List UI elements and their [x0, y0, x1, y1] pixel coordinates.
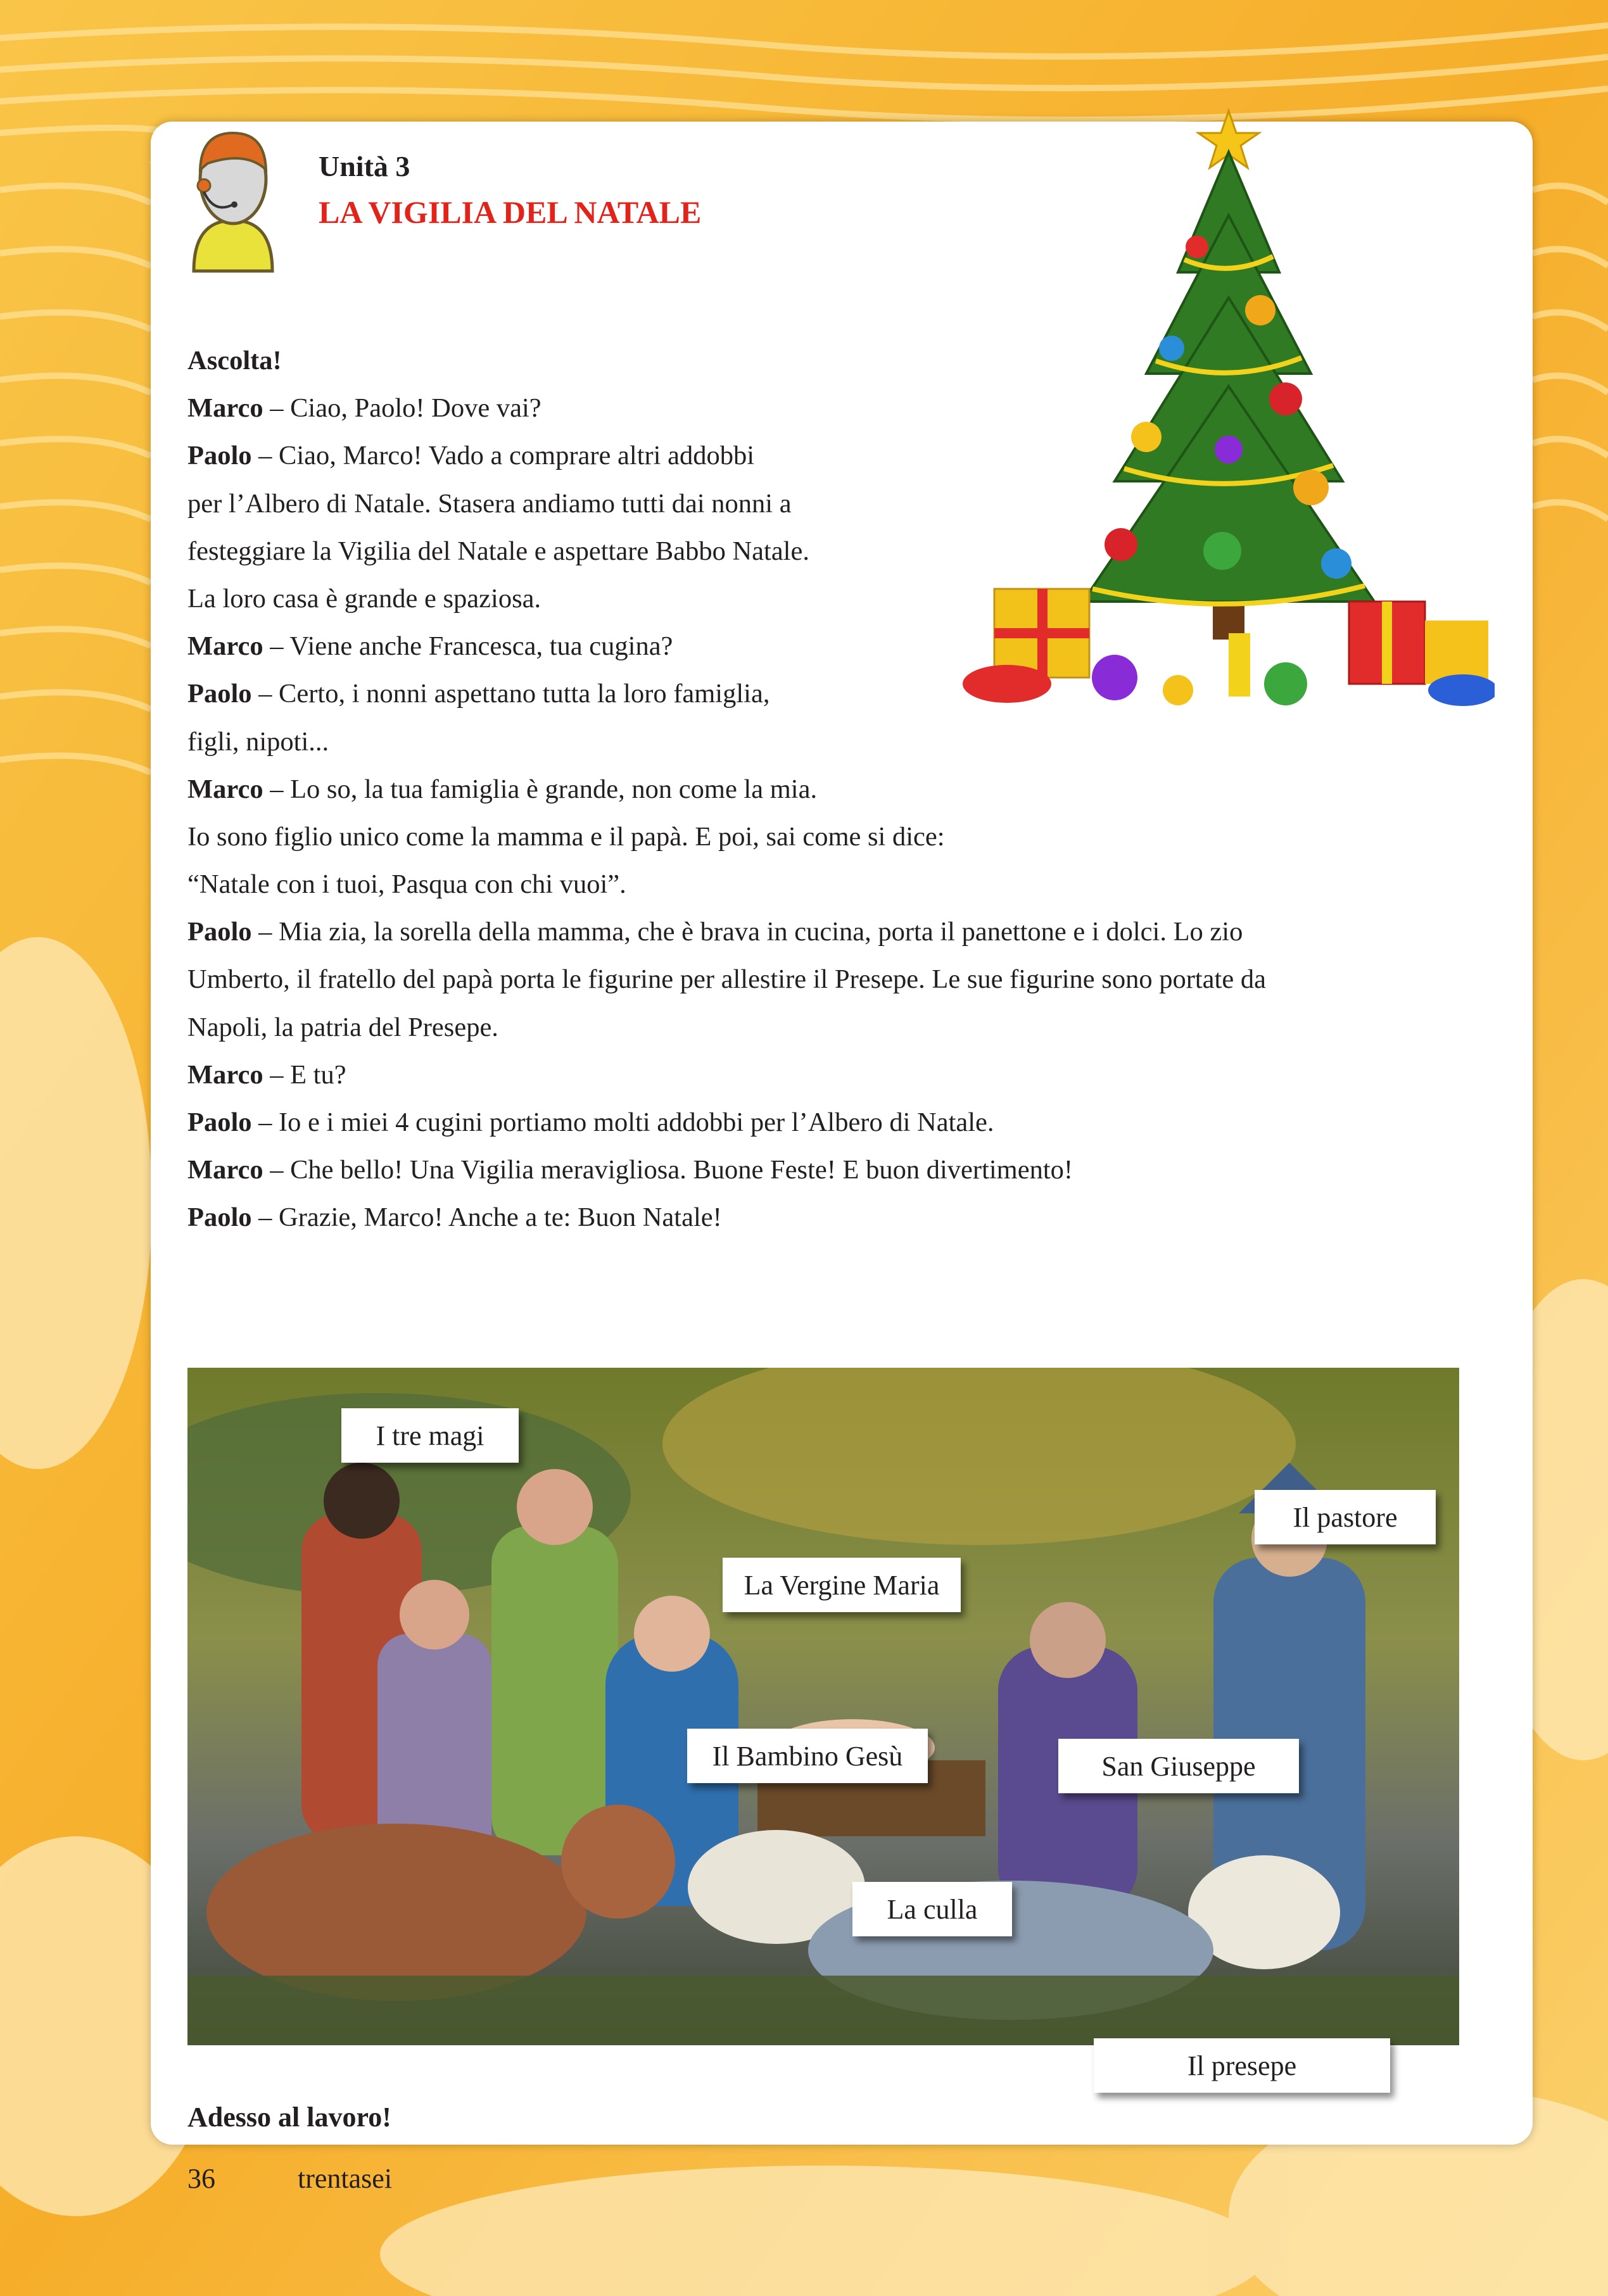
page-number: 36 — [187, 2163, 215, 2194]
speaker-name: Marco — [187, 774, 263, 804]
label-bambino-gesu: Il Bambino Gesù — [687, 1729, 928, 1783]
dialogue-text: “Natale con i tuoi, Pasqua con chi vuoi”. — [187, 869, 626, 900]
dialogue-text: La loro casa è grande e spaziosa. — [187, 583, 541, 614]
dialogue-line — [187, 718, 1505, 766]
dialogue-line — [187, 813, 1505, 861]
task-heading: Adesso al lavoro! — [187, 2102, 391, 2133]
dialogue-text: – Che bello! Una Vigilia meravigliosa. Buone Feste! E buon divertimento! — [263, 1155, 1073, 1185]
speaker-name: Marco — [187, 1059, 263, 1090]
dialogue-line — [187, 432, 1505, 479]
dialogue-heading: Ascolta! — [187, 346, 282, 375]
dialogue-text: figli, nipoti... — [187, 726, 329, 757]
dialogue-text: festeggiare la Vigilia del Natale e aspettare Babbo Natale. — [187, 536, 809, 566]
dialogue-line — [187, 1099, 1505, 1146]
dialogue-text: Io sono figlio unico come la mamma e il papà. E poi, sai come si dice: — [187, 821, 945, 852]
label-pastore: Il pastore — [1255, 1490, 1436, 1544]
dialogue-line — [187, 1051, 1505, 1099]
speaker-name: Paolo — [187, 917, 252, 947]
label-san-giuseppe: San Giuseppe — [1058, 1739, 1299, 1793]
dialogue-line — [187, 1146, 1505, 1194]
speaker-name: Marco — [187, 631, 263, 662]
dialogue-line — [187, 1004, 1505, 1051]
speaker-name: Marco — [187, 393, 263, 424]
listening-avatar-icon — [189, 125, 277, 277]
dialogue-line — [187, 670, 1505, 717]
dialogue-text: – Ciao, Paolo! Dove vai? — [263, 393, 541, 424]
dialogue-text: – Viene anche Francesca, tua cugina? — [263, 631, 673, 662]
dialogue-line — [187, 622, 1505, 670]
dialogue-line — [187, 908, 1505, 956]
dialogue-text: per l’Albero di Natale. Stasera andiamo tutti dai nonni a — [187, 488, 792, 519]
speaker-name: Paolo — [187, 441, 252, 471]
speaker-name: Paolo — [187, 1107, 252, 1137]
unit-label: Unità 3 — [319, 150, 410, 182]
dialogue-line — [187, 575, 1505, 622]
label-presepe: Il presepe — [1094, 2038, 1390, 2093]
unit-title: LA VIGILIA DEL NATALE — [319, 194, 702, 230]
dialogue-text: Napoli, la patria del Presepe. — [187, 1012, 498, 1042]
speaker-name: Marco — [187, 1155, 263, 1185]
label-culla: La culla — [852, 1882, 1012, 1936]
speaker-name: Paolo — [187, 679, 252, 709]
dialogue-text: – Io e i miei 4 cugini portiamo molti addobbi per l’Albero di Natale. — [251, 1107, 994, 1137]
dialogue-text: – Ciao, Marco! Vado a comprare altri addobbi — [251, 441, 755, 471]
dialogue-line — [187, 480, 1505, 527]
dialogue-text: Umberto, il fratello del papà porta le figurine per allestire il Presepe. Le sue figurine sono portate da — [187, 964, 1266, 995]
page-number-word: trentasei — [298, 2163, 393, 2194]
dialogue-text: – E tu? — [263, 1059, 346, 1090]
dialogue-line — [187, 1194, 1505, 1241]
dialogue-line — [187, 527, 1505, 575]
label-tre-magi: I tre magi — [341, 1408, 519, 1463]
dialogue-line — [187, 956, 1505, 1003]
dialogue-line — [187, 861, 1505, 908]
dialogue-text: – Grazie, Marco! Anche a te: Buon Natale! — [251, 1202, 722, 1233]
dialogue-text: – Certo, i nonni aspettano tutta la loro famiglia, — [251, 679, 770, 709]
speaker-name: Paolo — [187, 1202, 252, 1233]
label-vergine-maria: La Vergine Maria — [723, 1558, 961, 1612]
dialogue-line — [187, 384, 1505, 432]
dialogue-text: – Lo so, la tua famiglia è grande, non come la mia. — [263, 774, 818, 804]
dialogue-text: – Mia zia, la sorella della mamma, che è brava in cucina, porta il panettone e i dolci. Lo zio — [251, 917, 1243, 947]
dialogue-line — [187, 766, 1505, 813]
dialogue-text — [187, 337, 1505, 1242]
nativity-photo — [187, 1368, 1459, 2045]
